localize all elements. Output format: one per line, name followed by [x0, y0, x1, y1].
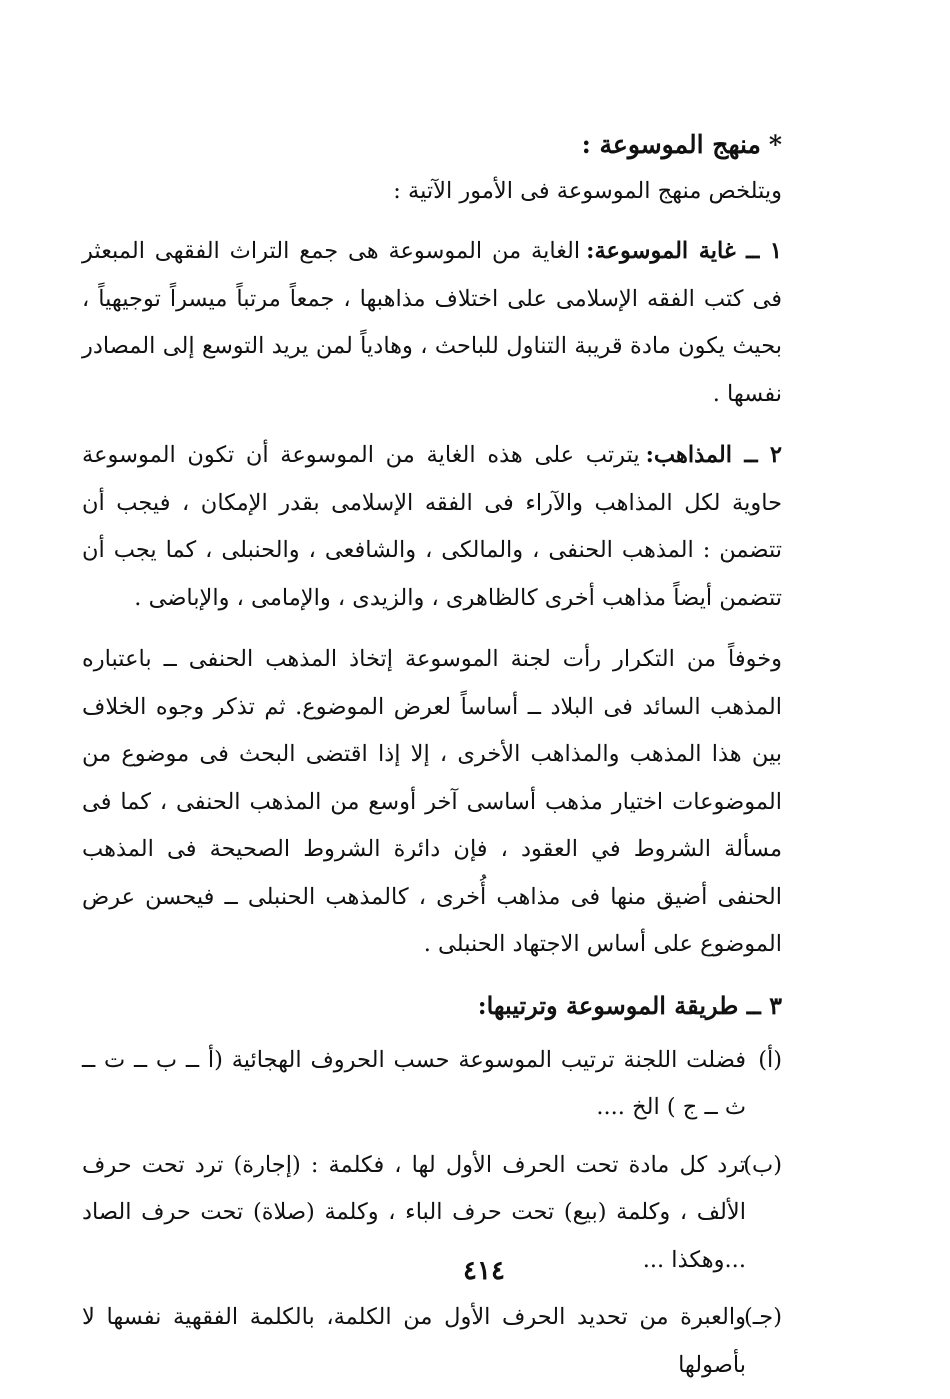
- list-item-marker: (ب): [743, 1151, 782, 1178]
- paragraph-repetition: وخوفاً من التكرار رأت لجنة الموسوعة إتخاذ المذهب الحنفى ــ باعتباره المذهب السائد فى البلاد ــ أساساً لعرض الموضوع. ثم تذكر وجوه الخلاف بين هذا المذهب والمذاهب الأخرى ، إلا إذا اقتضى البحث فى موضوع من الموضوعات اختيار مذهب أساسى آخر أوسع من المذهب الحنفى ، كما فى مسألة الشروط في العقود ، فإن دائرة الشروط الصحيحة فى المذهب الحنفى أضيق منها فى مذاهب أُخرى ، كالمذهب الحنبلى ــ فيحسن عرض الموضوع على أساس الاجتهاد الحنبلى .: [82, 646, 782, 957]
- paragraph-goal-text: الغاية من الموسوعة هى جمع التراث الفقهى المبعثر فى كتب الفقه الإسلامى على اختلاف مذاهبها ، جمعاً مرتباً ميسراً توجيهياً ، بحيث يكون مادة قريبة التناول للباحث ، وهادياً لمن يريد التوسع إلى المصادر نفسها .: [82, 238, 782, 407]
- list-item-text: والعبرة من تحديد الحرف الأول من الكلمة، بالكلمة الفقهية نفسها لا بأصولها: [82, 1304, 746, 1378]
- paragraph-goal: [82, 228, 782, 418]
- paragraph-schools: [82, 432, 782, 622]
- paragraph-schools-text: يترتب على هذه الغاية من الموسوعة أن تكون الموسوعة حاوية لكل المذاهب والآراء فى الفقه الإسلامى بقدر الإمكان ، فيجب أن تتضمن : المذهب الحنفى ، والمالكى ، والشافعى ، والحنبلى ، كما يجب أن تتضمن أيضاً مذاهب أخرى كالظاهرى ، والزيدى ، والإمامى ، والإباضى .: [82, 442, 782, 611]
- star-bullet: *: [768, 130, 782, 159]
- list-item-marker: (جـ): [743, 1304, 782, 1330]
- method-heading: ٣ ــ طريقة الموسوعة وترتيبها:: [477, 990, 782, 1020]
- list-item-text: ترد كل مادة تحت الحرف الأول لها ، فكلمة : (إجارة) ترد تحت حرف الألف ، وكلمة (بيع) تحت حرف الباء ، وكلمة (صلاة) تحت حرف الصاد ...وهكذا ...: [82, 1151, 746, 1273]
- list-item-marker: (أ): [758, 1046, 782, 1073]
- page-number: ٤١٤: [463, 1256, 505, 1286]
- list-item: [82, 1294, 782, 1389]
- list-item-text: فضلت اللجنة ترتيب الموسوعة حسب الحروف الهجائية (أ ــ ب ــ ت ــ ث ــ ج ) الخ ....: [82, 1046, 746, 1120]
- section-heading: [82, 122, 782, 168]
- page-content: [82, 122, 782, 1399]
- intro-line: ويتلخص منهج الموسوعة فى الأمور الآتية :: [393, 178, 782, 204]
- paragraph-schools-lead: ٢ ــ المذاهب:: [645, 442, 783, 468]
- list-item: [82, 1037, 782, 1132]
- paragraph-goal-lead: ١ ــ غاية الموسوعة:: [586, 238, 782, 264]
- section-heading-title: منهج الموسوعة :: [581, 130, 761, 159]
